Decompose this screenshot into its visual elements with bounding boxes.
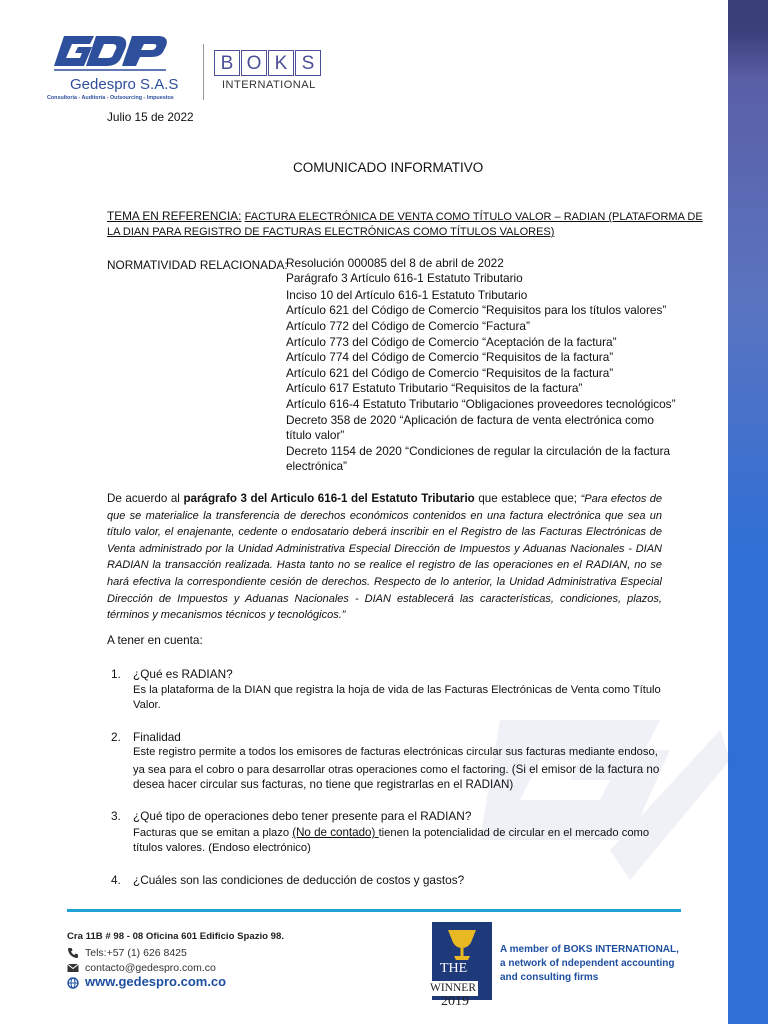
boks-letter: K [268, 50, 294, 76]
norm-item: Inciso 10 del Artículo 616-1 Estatuto Tributario [286, 288, 528, 302]
q3-body-2: títulos valores. (Endoso electrónico) [133, 842, 311, 854]
q3-title: ¿Qué tipo de operaciones debo tener presente para el RADIAN? [133, 809, 472, 823]
norm-item: Decreto 1154 de 2020 “Condiciones de regular la circulación de la factura [286, 444, 671, 458]
award-winner: WINNER [430, 982, 476, 994]
company-tagline: Consultoría - Auditoría - Outsourcing - Impuestos [47, 95, 174, 101]
q2-title: Finalidad [133, 730, 181, 744]
letter-date: Julio 15 de 2022 [107, 110, 194, 124]
q3-body [133, 825, 649, 841]
footer-phone: Tels:+57 (1) 626 8425 [85, 947, 187, 959]
q2-body-2 [133, 762, 659, 778]
q2-number: 2. [111, 730, 121, 744]
member-line-3: and consulting firms [500, 972, 599, 983]
norm-item: Artículo 617 Estatuto Tributario “Requisitos de la factura” [286, 381, 583, 395]
q4-title: ¿Cuáles son las condiciones de deducción de costos y gastos? [133, 873, 465, 887]
q3-number: 3. [111, 809, 121, 823]
phone-icon [67, 947, 79, 959]
tener-en-cuenta: A tener en cuenta: [107, 633, 203, 647]
tema-text-1: FACTURA ELECTRÓNICA DE VENTA COMO TÍTULO VALOR – RADIAN (PLATAFORMA DE [244, 211, 703, 223]
side-decoration-bar [728, 0, 768, 1024]
company-name: Gedespro S.A.S [70, 76, 179, 93]
q1-title: ¿Qué es RADIAN? [133, 667, 233, 681]
intro-quote: “Para efectos de que se materialice la transferencia de derechos económicos contenidos en una factura electrónica que sea un título valor, el enajenante, cedente o endosatario deberá inscribir en el Registro de las Facturas Electrónicas de Venta administrado por la Unidad Administrativa Especial Dirección de Impuestos y Aduanas Nacionales - DIAN RADIAN la transacción realizada. Hasta tanto no se realice el registro de las operaciones en el RADIAN, no se hará efectiva la correspondiente cesión de derechos. Respecto de lo anterior, la Unidad Administrativa Especial Dirección de Impuestos y Aduanas Nacionales - DIAN establecerá las características, condiciones, plazos, términos y mecanismos técnicos y tecnológicos.” [107, 493, 662, 622]
q1-number: 1. [111, 667, 121, 681]
intro-bold: parágrafo 3 del Articulo 616-1 del Estatuto Tributario [183, 492, 475, 505]
award-year: 2019 [441, 994, 469, 1009]
q3-body-a: Facturas que se emitan a plazo [133, 827, 293, 839]
tema-text-2: LA DIAN PARA REGISTRO DE FACTURAS ELECTRÓNICAS COMO TÍTULOS VALORES) [107, 226, 555, 238]
norm-item: Artículo 621 del Código de Comercio “Requisitos para los títulos valores” [286, 303, 667, 317]
intro-paragraph [107, 491, 662, 624]
boks-letter: B [214, 50, 240, 76]
tema-line-1 [107, 209, 703, 225]
q1-body: Valor. [133, 699, 161, 711]
member-line-2: a network of ndependent accounting [500, 958, 675, 969]
tema-label: TEMA EN REFERENCIA: [107, 209, 242, 223]
q3-body-b: (No de contado) [292, 826, 379, 839]
norm-item: título valor” [286, 428, 345, 442]
q2-body-3: desea hacer circular sus facturas, no tiene que registrarlas en el RADIAN) [133, 778, 514, 791]
norm-item: Artículo 774 del Código de Comercio “Requisitos de la factura” [286, 350, 614, 364]
q2-body-b: (Si el emisor de la factura no [511, 763, 660, 776]
norm-item: Resolución 000085 del 8 de abril de 2022 [286, 256, 504, 270]
q1-body: Es la plataforma de la DIAN que registra la hoja de vida de las Facturas Electrónicas de Venta como Título [133, 684, 661, 696]
boks-letter: S [295, 50, 321, 76]
q4-number: 4. [111, 873, 121, 887]
footer-rule [67, 909, 681, 912]
gdp-watermark-logo [460, 690, 730, 900]
gdp-logo-icon [50, 30, 170, 78]
q2-body: Este registro permite a todos los emisores de facturas electrónicas circular sus facturas mediante endoso, [133, 746, 658, 758]
norm-label: NORMATIVIDAD RELACIONADA: [107, 258, 288, 272]
boks-letter: O [241, 50, 267, 76]
q2-body-a: ya sea para el cobro o para desarrollar otras operaciones como el factoring. [133, 764, 512, 776]
norm-item: Artículo 621 del Código de Comercio “Requisitos de la factura” [286, 366, 614, 380]
norm-item: Artículo 772 del Código de Comercio “Factura” [286, 319, 530, 333]
letter-title: COMUNICADO INFORMATIVO [293, 160, 484, 175]
norm-item: Decreto 358 de 2020 “Aplicación de factura de venta electrónica como [286, 413, 654, 427]
logo-divider [203, 44, 204, 100]
award-the: THE [440, 961, 468, 976]
boks-subtitle: INTERNATIONAL [222, 79, 316, 91]
member-line-1: A member of BOKS INTERNATIONAL, [500, 944, 679, 955]
globe-icon [67, 977, 79, 989]
norm-item: Artículo 616-4 Estatuto Tributario “Obligaciones proveedores tecnológicos” [286, 397, 676, 411]
footer-address: Cra 11B # 98 - 08 Oficina 601 Edificio Spazio 98. [67, 931, 285, 942]
intro-prefix: De acuerdo al [107, 492, 184, 505]
q3-body-c: tienen la potencialidad de circular en el mercado como [378, 827, 650, 839]
award-trophy-icon [444, 926, 480, 964]
norm-item: Parágrafo 3 Artículo 616-1 Estatuto Tributario [286, 271, 523, 285]
email-icon [67, 962, 79, 974]
intro-mid: que establece que; [474, 492, 581, 505]
footer-email[interactable]: contacto@gedespro.com.co [85, 962, 216, 974]
norm-item: electrónica” [286, 459, 347, 473]
norm-item: Artículo 773 del Código de Comercio “Aceptación de la factura” [286, 335, 617, 349]
footer-website[interactable]: www.gedespro.com.co [85, 974, 227, 989]
